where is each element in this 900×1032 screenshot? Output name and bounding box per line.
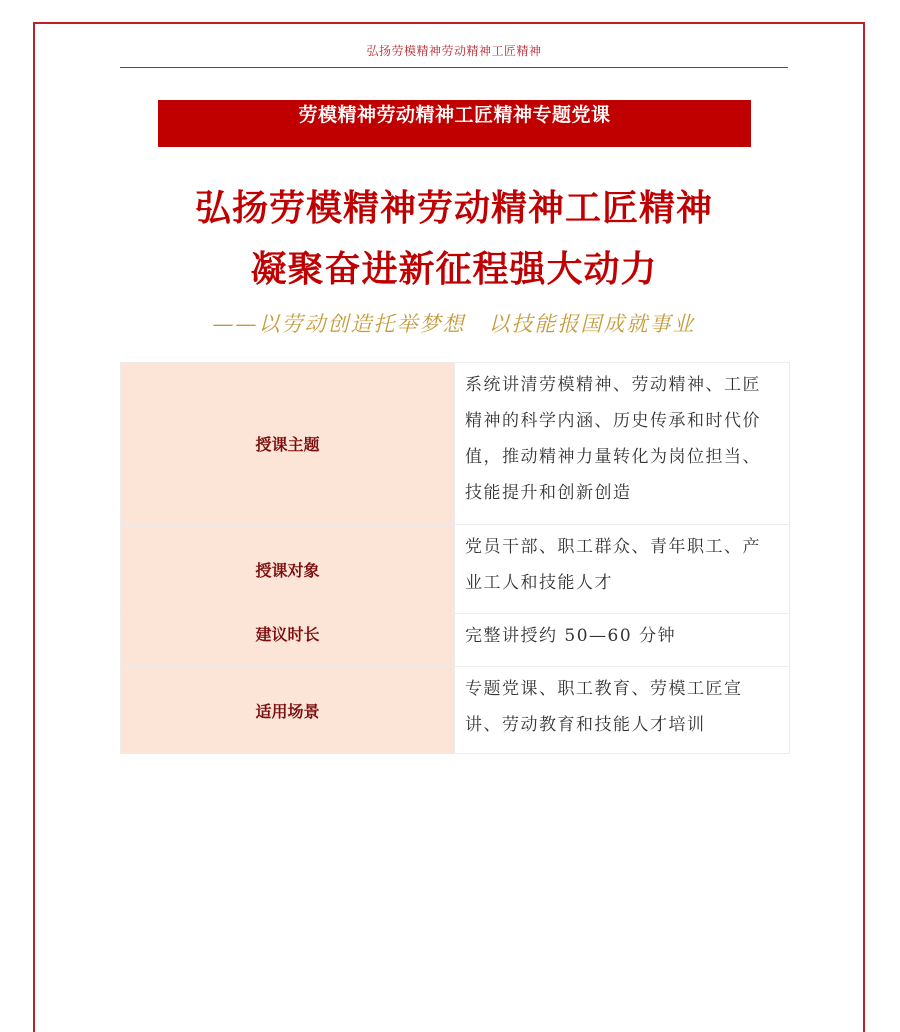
main-title-line-1: 弘扬劳模精神劳动精神工匠精神	[194, 188, 713, 229]
row-value-scenario: 专题党课、职工教育、劳模工匠宣讲、劳动教育和技能人才培训	[455, 667, 790, 754]
course-banner: 劳模精神劳动精神工匠精神专题党课	[158, 100, 751, 147]
table-row	[121, 525, 790, 614]
running-header: 弘扬劳模精神劳动精神工匠精神	[366, 44, 542, 58]
course-info-table	[120, 362, 790, 754]
table-row	[121, 363, 790, 525]
table-row	[121, 614, 790, 667]
header-divider	[120, 67, 788, 68]
row-label-scenario: 适用场景	[121, 667, 455, 754]
row-label-topic: 授课主题	[121, 363, 455, 525]
table-row	[121, 667, 790, 754]
row-label-duration: 建议时长	[121, 614, 455, 667]
row-label-audience: 授课对象	[121, 525, 455, 614]
main-title-line-2: 凝聚奋进新征程强大动力	[250, 249, 658, 290]
row-value-duration: 完整讲授约 50—60 分钟	[455, 614, 790, 667]
row-value-topic: 系统讲清劳模精神、劳动精神、工匠精神的科学内涵、历史传承和时代价值，推动精神力量转化为岗位担当、技能提升和创新创造	[455, 363, 790, 525]
row-value-audience: 党员干部、职工群众、青年职工、产业工人和技能人才	[455, 525, 790, 614]
subtitle: ——以劳动创造托举梦想 以技能报国成就事业	[212, 312, 696, 336]
